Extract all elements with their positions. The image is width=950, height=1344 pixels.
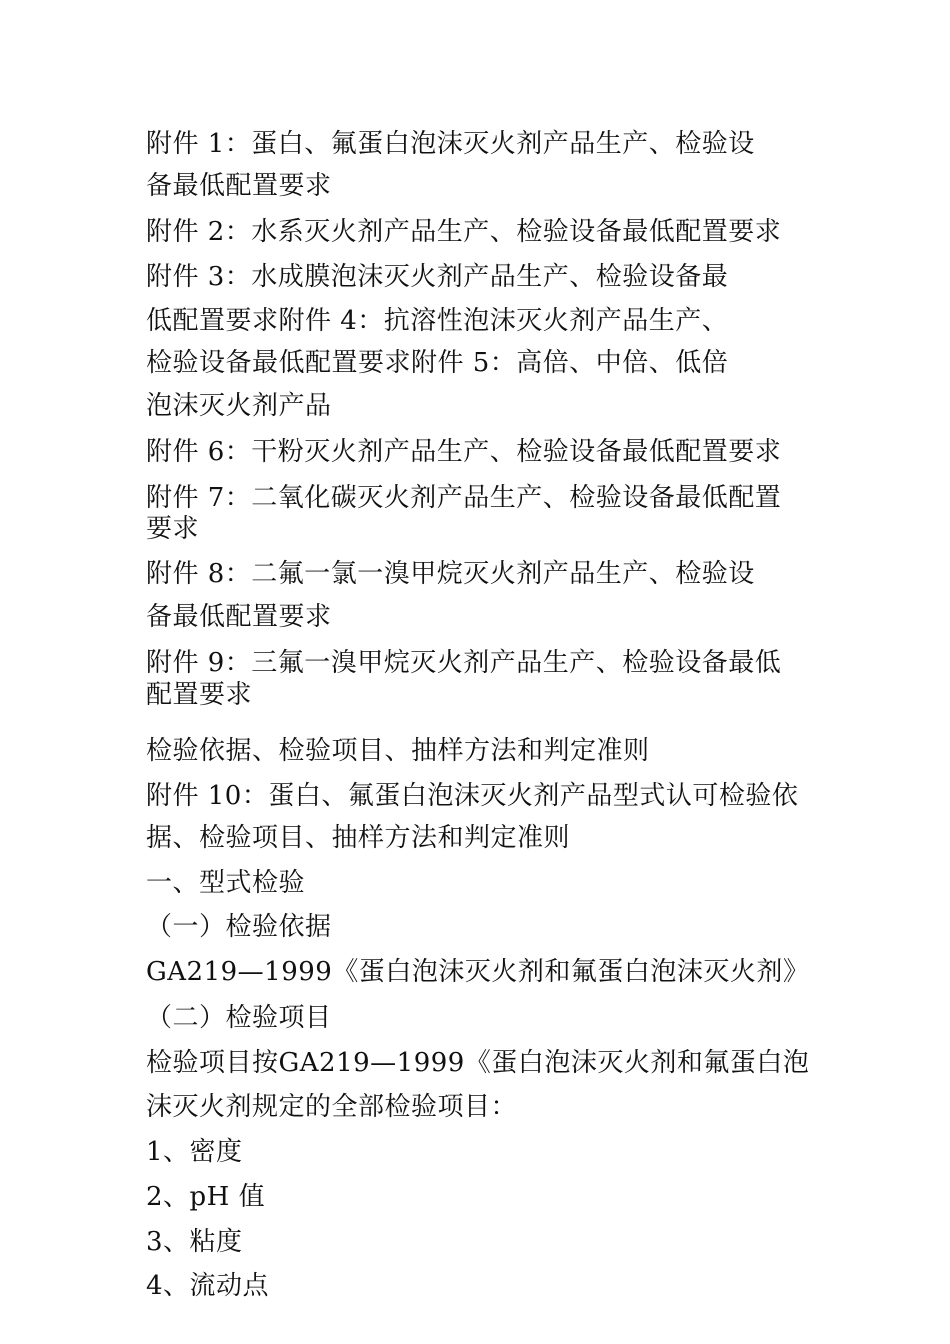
heading-type-inspection: 一、型式检验 — [146, 868, 306, 898]
attachment-4-5-line: 检验设备最低配置要求附件 5：高倍、中倍、低倍 — [146, 348, 729, 378]
attachment-8-line-2: 备最低配置要求 — [146, 602, 332, 632]
heading-inspection-basis: （一）检验依据 — [146, 912, 332, 942]
attachment-5-line-2: 泡沫灭火剂产品 — [146, 391, 332, 421]
attachment-2-line: 附件 2：水系灭火剂产品生产、检验设备最低配置要求 — [146, 217, 782, 247]
attachment-6-line: 附件 6：干粉灭火剂产品生产、检验设备最低配置要求 — [146, 437, 782, 467]
attachment-9-line-2: 配置要求 — [146, 680, 253, 710]
attachment-7-line-2: 要求 — [146, 514, 200, 544]
inspection-items-text-2: 沫灭火剂规定的全部检验项目： — [146, 1092, 518, 1122]
attachment-1-line-2: 备最低配置要求 — [146, 171, 332, 201]
list-item-viscosity: 3、粘度 — [146, 1227, 243, 1257]
standard-reference: GA219—1999《蛋白泡沫灭火剂和氟蛋白泡沫灭火剂》 — [146, 957, 810, 987]
attachment-10-line-1: 附件 10：蛋白、氟蛋白泡沫灭火剂产品型式认可检验依 — [146, 781, 799, 811]
attachment-3-line-1: 附件 3：水成膜泡沫灭火剂产品生产、检验设备最 — [146, 262, 729, 292]
attachment-9-line-1: 附件 9：三氟一溴甲烷灭火剂产品生产、检验设备最低 — [146, 648, 782, 678]
attachment-8-line-1: 附件 8：二氟一氯一溴甲烷灭火剂产品生产、检验设 — [146, 559, 755, 589]
attachment-7-line-1: 附件 7：二氧化碳灭火剂产品生产、检验设备最低配置 — [146, 483, 782, 513]
inspection-items-text-1: 检验项目按GA219—1999《蛋白泡沫灭火剂和氟蛋白泡 — [146, 1048, 810, 1078]
attachment-1-line-1: 附件 1：蛋白、氟蛋白泡沫灭火剂产品生产、检验设 — [146, 129, 755, 159]
attachment-10-line-2: 据、检验项目、抽样方法和判定准则 — [146, 823, 571, 853]
list-item-pour-point: 4、流动点 — [146, 1271, 270, 1301]
list-item-density: 1、密度 — [146, 1137, 243, 1167]
list-item-ph: 2、pH 值 — [146, 1182, 266, 1212]
attachment-3-4-line: 低配置要求附件 4：抗溶性泡沫灭火剂产品生产、 — [146, 306, 729, 336]
section-subtitle: 检验依据、检验项目、抽样方法和判定准则 — [146, 736, 650, 766]
heading-inspection-items: （二）检验项目 — [146, 1003, 332, 1033]
